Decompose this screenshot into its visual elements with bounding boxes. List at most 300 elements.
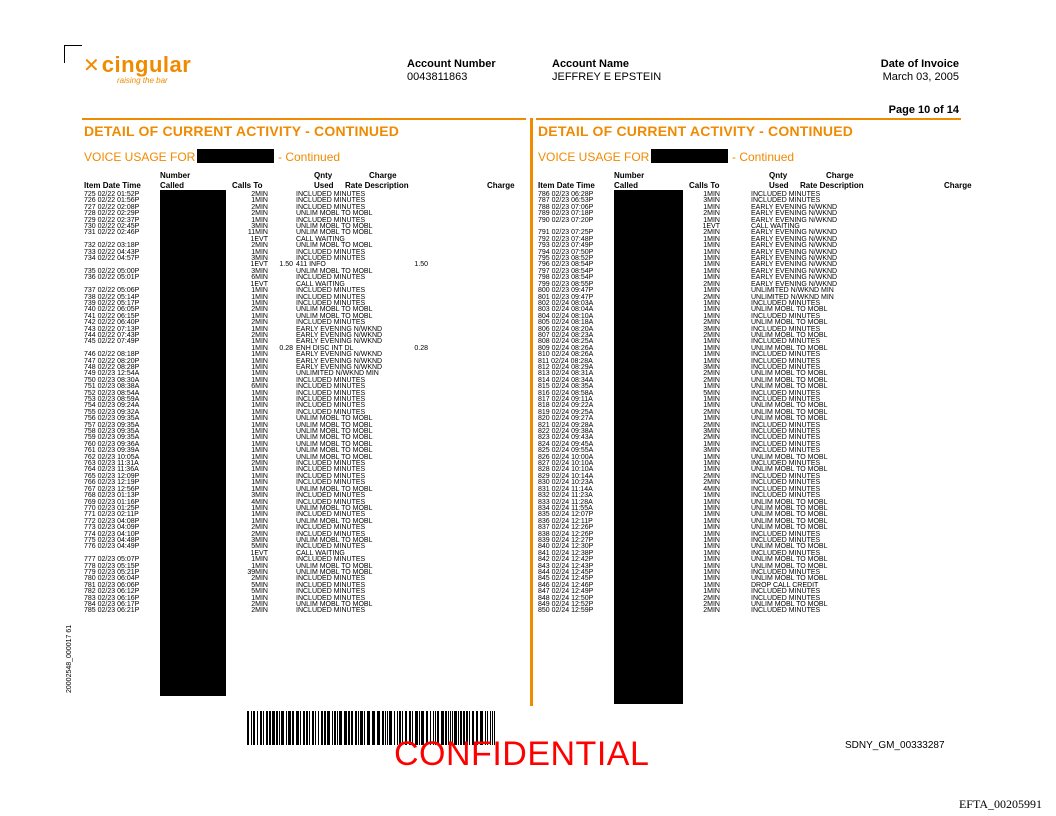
cell-description: INCLUDED MINUTES — [296, 594, 366, 602]
cell-rate — [722, 608, 750, 614]
cell-item-datetime: 850 02/24 12:59P — [538, 607, 594, 615]
cell-qnty-used: 1MIN — [251, 485, 268, 493]
cell-item-datetime: 845 02/24 12:45P — [538, 575, 594, 583]
cell-qnty-used: 2MIN — [703, 210, 720, 218]
cell-qnty-used: 2MIN — [703, 280, 720, 288]
cell-item-datetime: 847 02/24 12:49P — [538, 588, 594, 596]
col-number-top: Number — [614, 171, 645, 180]
cell-calls-to: NEWYORKZN1 NY — [614, 447, 676, 455]
table-row — [84, 608, 428, 614]
cell-item-datetime: 823 02/24 09:43A — [538, 434, 594, 442]
cell-item-datetime: 742 02/22 06:40P — [84, 319, 140, 327]
cell-item-datetime: 791 02/23 07:25P — [538, 229, 594, 237]
cell-calls-to: NY ZONE 1 NY — [160, 575, 209, 583]
cell-qnty-used: 1MIN — [703, 536, 720, 544]
cell-calls-to: QUEENS NY — [614, 267, 656, 275]
cell-qnty-used: 1MIN — [251, 389, 268, 397]
cell-description: UNLIM MOBL TO MOBL — [751, 376, 828, 384]
cell-item-datetime: 826 02/24 10:00A — [538, 453, 594, 461]
cell-qnty-used: 1MIN — [251, 421, 268, 429]
cell-calls-to: NEW YORK NY — [160, 351, 210, 359]
cell-description: INCLUDED MINUTES — [751, 485, 821, 493]
cell-item-datetime: 824 02/24 09:45A — [538, 440, 594, 448]
cell-qnty-used: 2MIN — [251, 191, 268, 198]
cell-qnty-used: 1MIN — [251, 287, 268, 295]
cell-qnty-used: 3MIN — [251, 255, 268, 263]
efta-number: EFTA_00205991 — [958, 797, 1042, 811]
cell-description: UNLIM MOBL TO MOBL — [751, 511, 828, 519]
cell-calls-to: NEW YORK NY — [160, 594, 210, 602]
cell-qnty-used: 1MIN — [251, 197, 268, 205]
cell-calls-to: INCOMING — [160, 248, 196, 256]
cell-description: INCLUDED MINUTES — [296, 588, 366, 596]
cell-qnty-used: 1MIN — [703, 203, 720, 211]
cell-calls-to: QUEENS NY — [614, 306, 656, 314]
cell-description: INCLUDED MINUTES — [751, 191, 821, 198]
continued-label-right: - Continued — [732, 150, 795, 164]
cell-qnty-used: 1MIN — [703, 504, 720, 512]
cell-item-datetime: 745 02/22 07:49P — [84, 338, 140, 346]
cell-calls-to: NEW YORK NY — [160, 357, 210, 365]
cell-calls-to: NEW YORK NY — [160, 197, 210, 205]
cell-calls-to: NEW YORK NY — [614, 466, 664, 474]
cell-description: INCLUDED MINUTES — [296, 581, 366, 589]
cell-item-datetime: 802 02/24 08:03A — [538, 299, 594, 307]
cell-calls-to: INCOMING — [614, 357, 650, 365]
cell-item-datetime: 756 02/23 09:35A — [84, 415, 140, 423]
cell-qnty-used: 1MIN — [703, 261, 720, 269]
cell-description: ENH DISC INT DL — [296, 344, 354, 352]
cell-qnty-used: 3MIN — [703, 197, 720, 205]
cell-qnty-used: 1MIN — [703, 274, 720, 282]
cell-charge — [864, 608, 894, 614]
cell-description: INCLUDED MINUTES — [751, 479, 821, 487]
cell-qnty-used: 1MIN — [251, 216, 268, 224]
cell-item-datetime: 785 02/23 06:21P — [84, 607, 140, 615]
col-charge: Charge — [944, 181, 972, 190]
cell-qnty-used: 1MIN — [703, 530, 720, 538]
col-item: Item Date Time — [84, 181, 141, 190]
cell-description: UNLIM MOBL TO MOBL — [296, 434, 373, 442]
cell-qnty-used: 1MIN — [251, 248, 268, 256]
cell-item-datetime: 725 02/22 01:52P — [84, 191, 140, 198]
cell-calls-to: NEW YORK NY — [614, 479, 664, 487]
cell-qnty-used: 11MIN — [247, 229, 268, 237]
cell-description: CALL WAITING — [751, 223, 800, 231]
cell-item-datetime: 789 02/23 07:18P — [538, 210, 594, 218]
cell-description: UNLIM MOBL TO MOBL — [296, 562, 373, 570]
cell-item-datetime: 763 02/23 11:31A — [84, 460, 139, 468]
cell-qnty-used: 6MIN — [251, 274, 268, 282]
cell-item-datetime: 846 02/24 12:46P — [538, 581, 594, 589]
cell-description: INCLUDED MINUTES — [296, 376, 366, 384]
cell-description: EARLY EVENING N/WKND — [296, 351, 383, 359]
cell-calls-to: INCOMING — [160, 588, 196, 596]
cell-item-datetime: 753 02/23 08:59A — [84, 396, 140, 403]
cell-qnty-used: 2MIN — [251, 530, 268, 538]
cell-qnty-used: 1MIN — [251, 434, 268, 442]
cell-item-datetime: 778 02/23 05:15P — [84, 562, 140, 570]
cell-qnty-used: 1MIN — [251, 594, 268, 602]
cell-qnty-used: 1MIN — [703, 588, 720, 596]
cell-description: UNLIM MOBL TO MOBL — [296, 453, 373, 461]
cell-description: UNLIM MOBL TO MOBL — [751, 562, 828, 570]
cell-item-datetime: 799 02/23 08:55P — [538, 280, 594, 288]
cell-qnty-used: 2MIN — [251, 319, 268, 327]
cell-item-datetime: 765 02/23 12:09P — [84, 472, 140, 480]
cell-calls-to: WPALMBEACH FL — [614, 344, 674, 352]
cell-qnty-used: 1MIN — [251, 408, 268, 416]
cell-calls-to: NY ZONE 1 NY — [160, 223, 209, 231]
cell-description: INCLUDED MINUTES — [296, 472, 366, 480]
cell-item-datetime: 750 02/23 08:30A — [84, 376, 140, 384]
cell-calls-to: NEW YORK NY — [614, 601, 664, 608]
cell-qnty-used: 1MIN — [703, 357, 720, 365]
cell-description: INCLUDED MINUTES — [751, 312, 821, 320]
cell-calls-to: LAKE WORTH FL — [614, 408, 671, 416]
account-number-value: 0043811863 — [407, 71, 468, 83]
cell-description: UNLIM MOBL TO MOBL — [751, 306, 828, 314]
col-qnty-top: Qnty — [769, 171, 788, 180]
cell-qnty-used: 1MIN — [251, 472, 268, 480]
cell-calls-to: NEW YORK NY — [160, 415, 210, 423]
cell-item-datetime: 761 02/23 09:39A — [84, 447, 140, 455]
cell-description: EARLY EVENING N/WKND — [751, 274, 838, 282]
cell-calls-to: WPALMBEACH FL — [614, 415, 674, 423]
cell-calls-to: INCOMING — [160, 479, 196, 487]
cell-calls-to: INCOMING — [614, 197, 650, 205]
cell-calls-to: INCOMING — [614, 460, 650, 468]
cell-item-datetime: 741 02/22 06:15P — [84, 312, 140, 320]
cell-calls-to: INCOMING — [614, 299, 650, 307]
col-called: Called — [614, 181, 639, 190]
cell-item-datetime: 726 02/22 01:56P — [84, 197, 140, 205]
cell-qnty-used: 1MIN — [703, 415, 720, 423]
cell-calls-to: INCOMING — [160, 203, 196, 211]
col-rate: Rate Description — [345, 181, 409, 190]
cell-description: INCLUDED MINUTES — [751, 530, 821, 538]
cell-description: UNLIM MOBL TO MOBL — [296, 229, 373, 237]
cell-calls-to: NEW YORK NY — [160, 428, 210, 436]
cell-calls-to: QUEENS NY — [614, 543, 656, 551]
cell-qnty-used: 2MIN — [703, 434, 720, 442]
cell-description: INCLUDED MINUTES — [751, 338, 821, 346]
cell-qnty-used: 3MIN — [251, 536, 268, 544]
cell-qnty-used: 2MIN — [251, 575, 268, 583]
cell-item-datetime: 849 02/24 12:52P — [538, 601, 594, 608]
cell-description: INCLUDED MINUTES — [751, 549, 821, 557]
cell-description: INCLUDED MINUTES — [751, 363, 821, 371]
cell-item-datetime: 835 02/24 12:07P — [538, 511, 594, 519]
cell-qnty-used: 1MIN — [251, 293, 268, 301]
cell-description: EARLY EVENING N/WKND — [296, 357, 383, 365]
cell-qnty-used: 1MIN — [703, 242, 720, 250]
cell-calls-to: mobile UK — [160, 338, 193, 346]
cell-item-datetime: 746 02/22 08:18P — [84, 351, 140, 359]
cell-item-datetime: 739 02/22 05:17P — [84, 299, 140, 307]
cell-qnty-used: 2MIN — [251, 242, 268, 250]
cell-qnty-used: 1MIN — [251, 440, 268, 448]
cell-calls-to: NY ZONE 1 NY — [614, 363, 663, 371]
cell-qnty-used: 1MIN — [703, 581, 720, 589]
cell-item-datetime: 735 02/22 05:00P — [84, 267, 140, 275]
cell-description: UNLIM MOBL TO MOBL — [296, 504, 373, 512]
cell-description: UNLIM MOBL TO MOBL — [296, 601, 373, 608]
logo-tagline: raising the bar — [117, 76, 168, 85]
cell-description: INCLUDED MINUTES — [296, 248, 366, 256]
cell-item-datetime: 818 02/24 09:22A — [538, 402, 594, 410]
cell-calls-to: QUEENS NY — [614, 562, 656, 570]
cell-description: 411 INFO — [296, 261, 326, 269]
cell-item-datetime: 755 02/23 09:32A — [84, 408, 140, 416]
cell-calls-to: INCOMING — [614, 428, 650, 436]
col-charge-top: Charge — [369, 171, 397, 180]
cell-qnty-used: 2MIN — [251, 210, 268, 218]
cell-item-datetime: 729 02/22 02:37P — [84, 216, 140, 224]
cell-calls-to: INCOMING — [160, 607, 196, 615]
cell-qnty-used: 1MIN — [703, 287, 720, 295]
cell-item-datetime: 814 02/24 08:34A — [538, 376, 594, 384]
cell-calls-to: INCOMING — [160, 376, 196, 384]
cell-calls-to: QUEENS NY — [160, 210, 202, 218]
cell-item-datetime: 748 02/22 08:28P — [84, 363, 140, 371]
cell-calls-to: INCOMING — [160, 568, 196, 576]
cell-calls-to: NEW YORK NY — [614, 280, 664, 288]
cell-item-datetime: 733 02/22 04:43P — [84, 248, 140, 256]
col-charge-top: Charge — [826, 171, 854, 180]
cell-calls-to: WPALMBEACH FL — [614, 581, 674, 589]
cell-calls-to: QUEENS NY — [614, 261, 656, 269]
cell-qnty-used: 2MIN — [251, 331, 268, 339]
cell-description: INCLUDED MINUTES — [751, 389, 821, 397]
cell-description: INCLUDED MINUTES — [296, 255, 366, 263]
cell-qnty-used: 1MIN — [703, 562, 720, 570]
cell-calls-to: NEW YORK NY — [614, 402, 664, 410]
cell-qnty-used: 1MIN — [251, 466, 268, 474]
cell-qnty-used: 1MIN — [251, 363, 268, 371]
cell-item-datetime: 794 02/23 07:50P — [538, 248, 594, 256]
cell-calls-to: INCOMING — [160, 466, 196, 474]
cell-qnty-used: 1MIN — [703, 543, 720, 551]
cell-qnty-used: 1MIN — [703, 556, 720, 564]
cell-item-datetime: 833 02/24 11:28A — [538, 498, 593, 506]
cell-qnty-used: 3MIN — [251, 492, 268, 500]
cell-item-datetime: 808 02/24 08:25A — [538, 338, 594, 346]
cell-qnty-used: 2MIN — [251, 607, 268, 615]
cell-qnty-used: 1MIN — [703, 511, 720, 519]
cell-description: INCLUDED MINUTES — [751, 357, 821, 365]
cell-qnty-used: 2MIN — [703, 479, 720, 487]
cell-description: UNLIMITED N/WKND MIN — [751, 293, 834, 301]
cell-calls-to: INCOMING — [160, 383, 196, 391]
cell-description: INCLUDED MINUTES — [296, 389, 366, 397]
cell-item-datetime: 830 02/24 10:23A — [538, 479, 594, 487]
cell-item-datetime: 803 02/24 08:04A — [538, 306, 594, 314]
cell-description: UNLIM MOBL TO MOBL — [751, 498, 828, 506]
cell-qnty-used: 1MIN — [251, 453, 268, 461]
cell-calls-to: INCOMING — [614, 524, 650, 532]
cell-item-datetime: 806 02/24 08:20A — [538, 325, 594, 333]
cell-description: INCLUDED MINUTES — [296, 293, 366, 301]
cell-qnty-used: 2MIN — [703, 293, 720, 301]
cell-description: INCLUDED MINUTES — [296, 216, 366, 224]
cell-item-datetime: 736 02/22 05:01P — [84, 274, 140, 282]
cell-calls-to: INCOMING — [160, 460, 196, 468]
cell-item-datetime: 812 02/24 08:29A — [538, 363, 594, 371]
cell-description: UNLIM MOBL TO MOBL — [751, 370, 828, 378]
cell-calls-to: NEW YORK NY — [160, 287, 210, 295]
cell-item-datetime: 843 02/24 12:43P — [538, 562, 594, 570]
cell-item-datetime: 816 02/24 08:58A — [538, 389, 594, 397]
cell-qnty-used: 1MIN — [703, 255, 720, 263]
cell-calls-to: QUEENS NY — [160, 601, 202, 608]
cell-description: INCLUDED MINUTES — [296, 319, 366, 327]
cell-qnty-used: 3MIN — [251, 267, 268, 275]
cell-calls-to: NEW YORK NY — [160, 447, 210, 455]
cell-description: INCLUDED MINUTES — [296, 524, 366, 532]
cell-charge: 0.28 — [414, 344, 428, 352]
cell-description: UNLIM MOBL TO MOBL — [296, 415, 373, 423]
cell-description: EARLY EVENING N/WKND — [751, 267, 838, 275]
cell-description: INCLUDED MINUTES — [296, 530, 366, 538]
cell-calls-to: INCOMING — [160, 216, 196, 224]
cell-qnty-used: 1MIN — [251, 396, 268, 403]
cell-description: EARLY EVENING N/WKND — [751, 248, 838, 256]
cell-item-datetime: 779 02/23 05:21P — [84, 568, 140, 576]
voice-usage-label-left: VOICE USAGE FOR — [84, 150, 196, 164]
cell-qnty-used: 1MIN — [251, 511, 268, 519]
cell-qnty-used: 1MIN — [703, 524, 720, 532]
cell-qnty-used: 1MIN — [703, 338, 720, 346]
cell-qnty-used: 1EVT — [250, 261, 268, 269]
cell-qnty-used: 3MIN — [251, 223, 268, 231]
cell-item-datetime: 783 02/23 06:16P — [84, 594, 140, 602]
cell-description: INCLUDED MINUTES — [296, 492, 366, 500]
cell-qnty-used: 1MIN — [703, 492, 720, 500]
account-name-label: Account Name — [552, 58, 630, 70]
cell-calls-to: NEW YORK NY — [160, 421, 210, 429]
cell-qnty-used: 1MIN — [703, 383, 720, 391]
cell-item-datetime: 831 02/24 11:14A — [538, 485, 593, 493]
cell-description: EARLY EVENING N/WKND — [296, 325, 383, 333]
cell-qnty-used: 1MIN — [251, 351, 268, 359]
cell-description: INCLUDED MINUTES — [296, 479, 366, 487]
cell-calls-to: INCOMING — [160, 331, 196, 339]
cell-item-datetime: 751 02/23 08:38A — [84, 383, 140, 391]
cell-calls-to: NEW YORK NY — [160, 267, 210, 275]
cell-calls-to: INCOMING — [614, 242, 650, 250]
cell-qnty-used: 1MIN — [251, 312, 268, 320]
cell-item-datetime: 787 02/23 06:53P — [538, 197, 594, 205]
cell-qnty-used: 1MIN — [703, 466, 720, 474]
cell-calls-to: NEW YORK NY — [614, 383, 664, 391]
cell-calls-to: WPALMBEACH FL — [160, 562, 220, 570]
cell-rate: 1.50 — [279, 261, 293, 269]
continued-label-left: - Continued — [278, 150, 341, 164]
cell-qnty-used: 1EVT — [250, 280, 268, 288]
col-calls-to: Calls To — [689, 181, 720, 190]
cell-description: UNLIM MOBL TO MOBL — [296, 440, 373, 448]
cell-description: UNLIM MOBL TO MOBL — [751, 517, 828, 525]
cell-item-datetime: 828 02/24 10:10A — [538, 466, 594, 474]
cell-item-datetime: 838 02/24 12:26P — [538, 530, 594, 538]
cell-calls-to: INCOMING — [160, 293, 196, 301]
voice-usage-label-right: VOICE USAGE FOR — [538, 150, 650, 164]
cell-calls-to: NY ZONE 1 NY — [160, 530, 209, 538]
cell-calls-to: NEW YORK NY — [614, 440, 664, 448]
cell-item-datetime: 827 02/24 10:10A — [538, 460, 594, 468]
cell-calls-to: INCOMING — [614, 485, 650, 493]
cell-calls-to: WPALMBEACH FL — [614, 517, 674, 525]
cell-item-datetime: 792 02/23 07:48P — [538, 235, 594, 243]
cell-item-datetime: 776 02/23 04:49P — [84, 543, 140, 551]
cell-qnty-used: 1MIN — [251, 517, 268, 525]
cell-description: INCLUDED MINUTES — [296, 511, 366, 519]
cell-item-datetime: 771 02/23 02:11P — [84, 511, 139, 519]
cell-item-datetime: 837 02/24 12:26P — [538, 524, 594, 532]
cell-description: UNLIM MOBL TO MOBL — [751, 383, 828, 391]
cell-qnty-used: 1MIN — [703, 396, 720, 403]
cell-calls-to: INCOMING — [614, 210, 650, 218]
cell-calls-to: NEW YORK NY — [160, 492, 210, 500]
page-indicator: Page 10 of 14 — [888, 104, 959, 116]
cell-description: INCLUDED MINUTES — [751, 351, 821, 359]
cell-description: UNLIM MOBL TO MOBL — [296, 536, 373, 544]
cell-description: UNLIM MOBL TO MOBL — [751, 408, 828, 416]
cell-calls-to: NWYRCYZN01 NY — [160, 524, 220, 532]
cell-calls-to: NEW YORK NY — [614, 530, 664, 538]
cell-description: INCLUDED MINUTES — [751, 421, 821, 429]
cell-calls-to: NEW YORK NY — [614, 325, 664, 333]
cell-item-datetime: 747 02/22 08:20P — [84, 357, 140, 365]
cell-item-datetime: 754 02/23 09:24A — [84, 402, 140, 410]
confidential-stamp: CONFIDENTIAL — [394, 735, 650, 773]
cell-item-datetime: 764 02/23 11:36A — [84, 466, 139, 474]
cell-calls-to: WPALMBEACH FL — [614, 568, 674, 576]
cell-description: INCLUDED MINUTES — [296, 383, 366, 391]
cell-item-datetime: 770 02/23 01:25P — [84, 504, 140, 512]
cell-description: UNLIM MOBL TO MOBL — [751, 524, 828, 532]
cell-qnty-used: 1MIN — [703, 402, 720, 410]
cell-item-datetime: 797 02/23 08:54P — [538, 267, 594, 275]
cell-item-datetime: 744 02/22 07:43P — [84, 331, 140, 339]
cell-qnty-used: 1MIN — [703, 312, 720, 320]
cell-description: UNLIM MOBL TO MOBL — [751, 453, 828, 461]
cell-description: UNLIM MOBL TO MOBL — [296, 306, 373, 314]
cell-calls-to: INCOMING — [614, 255, 650, 263]
cell-calls-to: QUEENS NY — [160, 242, 202, 250]
crop-mark — [64, 45, 82, 46]
cell-item-datetime: 790 02/23 07:20P — [538, 216, 594, 224]
cell-item-datetime: 731 02/22 02:46P — [84, 229, 140, 237]
cell-calls-to: NY ZONE 1 NY — [614, 248, 663, 256]
cell-item-datetime: 784 02/23 06:17P — [84, 601, 140, 608]
cell-calls-to: QUEENS NY — [614, 274, 656, 282]
cell-qnty-used: 1MIN — [251, 556, 268, 564]
cell-description: CALL WAITING — [296, 235, 345, 243]
cell-qnty-used: 2MIN — [703, 594, 720, 602]
cingular-x-icon: ✕ — [83, 55, 100, 77]
cell-calls-to: WPALMBEACH FL — [614, 351, 674, 359]
cell-qnty-used: 2MIN — [251, 306, 268, 314]
cell-calls-to: INCOMING — [160, 299, 196, 307]
cell-qnty-used: 5MIN — [251, 581, 268, 589]
col-rate: Rate Description — [800, 181, 864, 190]
cell-item-datetime: 817 02/24 09:11A — [538, 396, 593, 403]
cell-qnty-used: 3MIN — [703, 428, 720, 436]
cell-calls-to: BROOKLYN NY — [160, 319, 211, 327]
cell-item-datetime: 767 02/23 12:56P — [84, 485, 140, 493]
